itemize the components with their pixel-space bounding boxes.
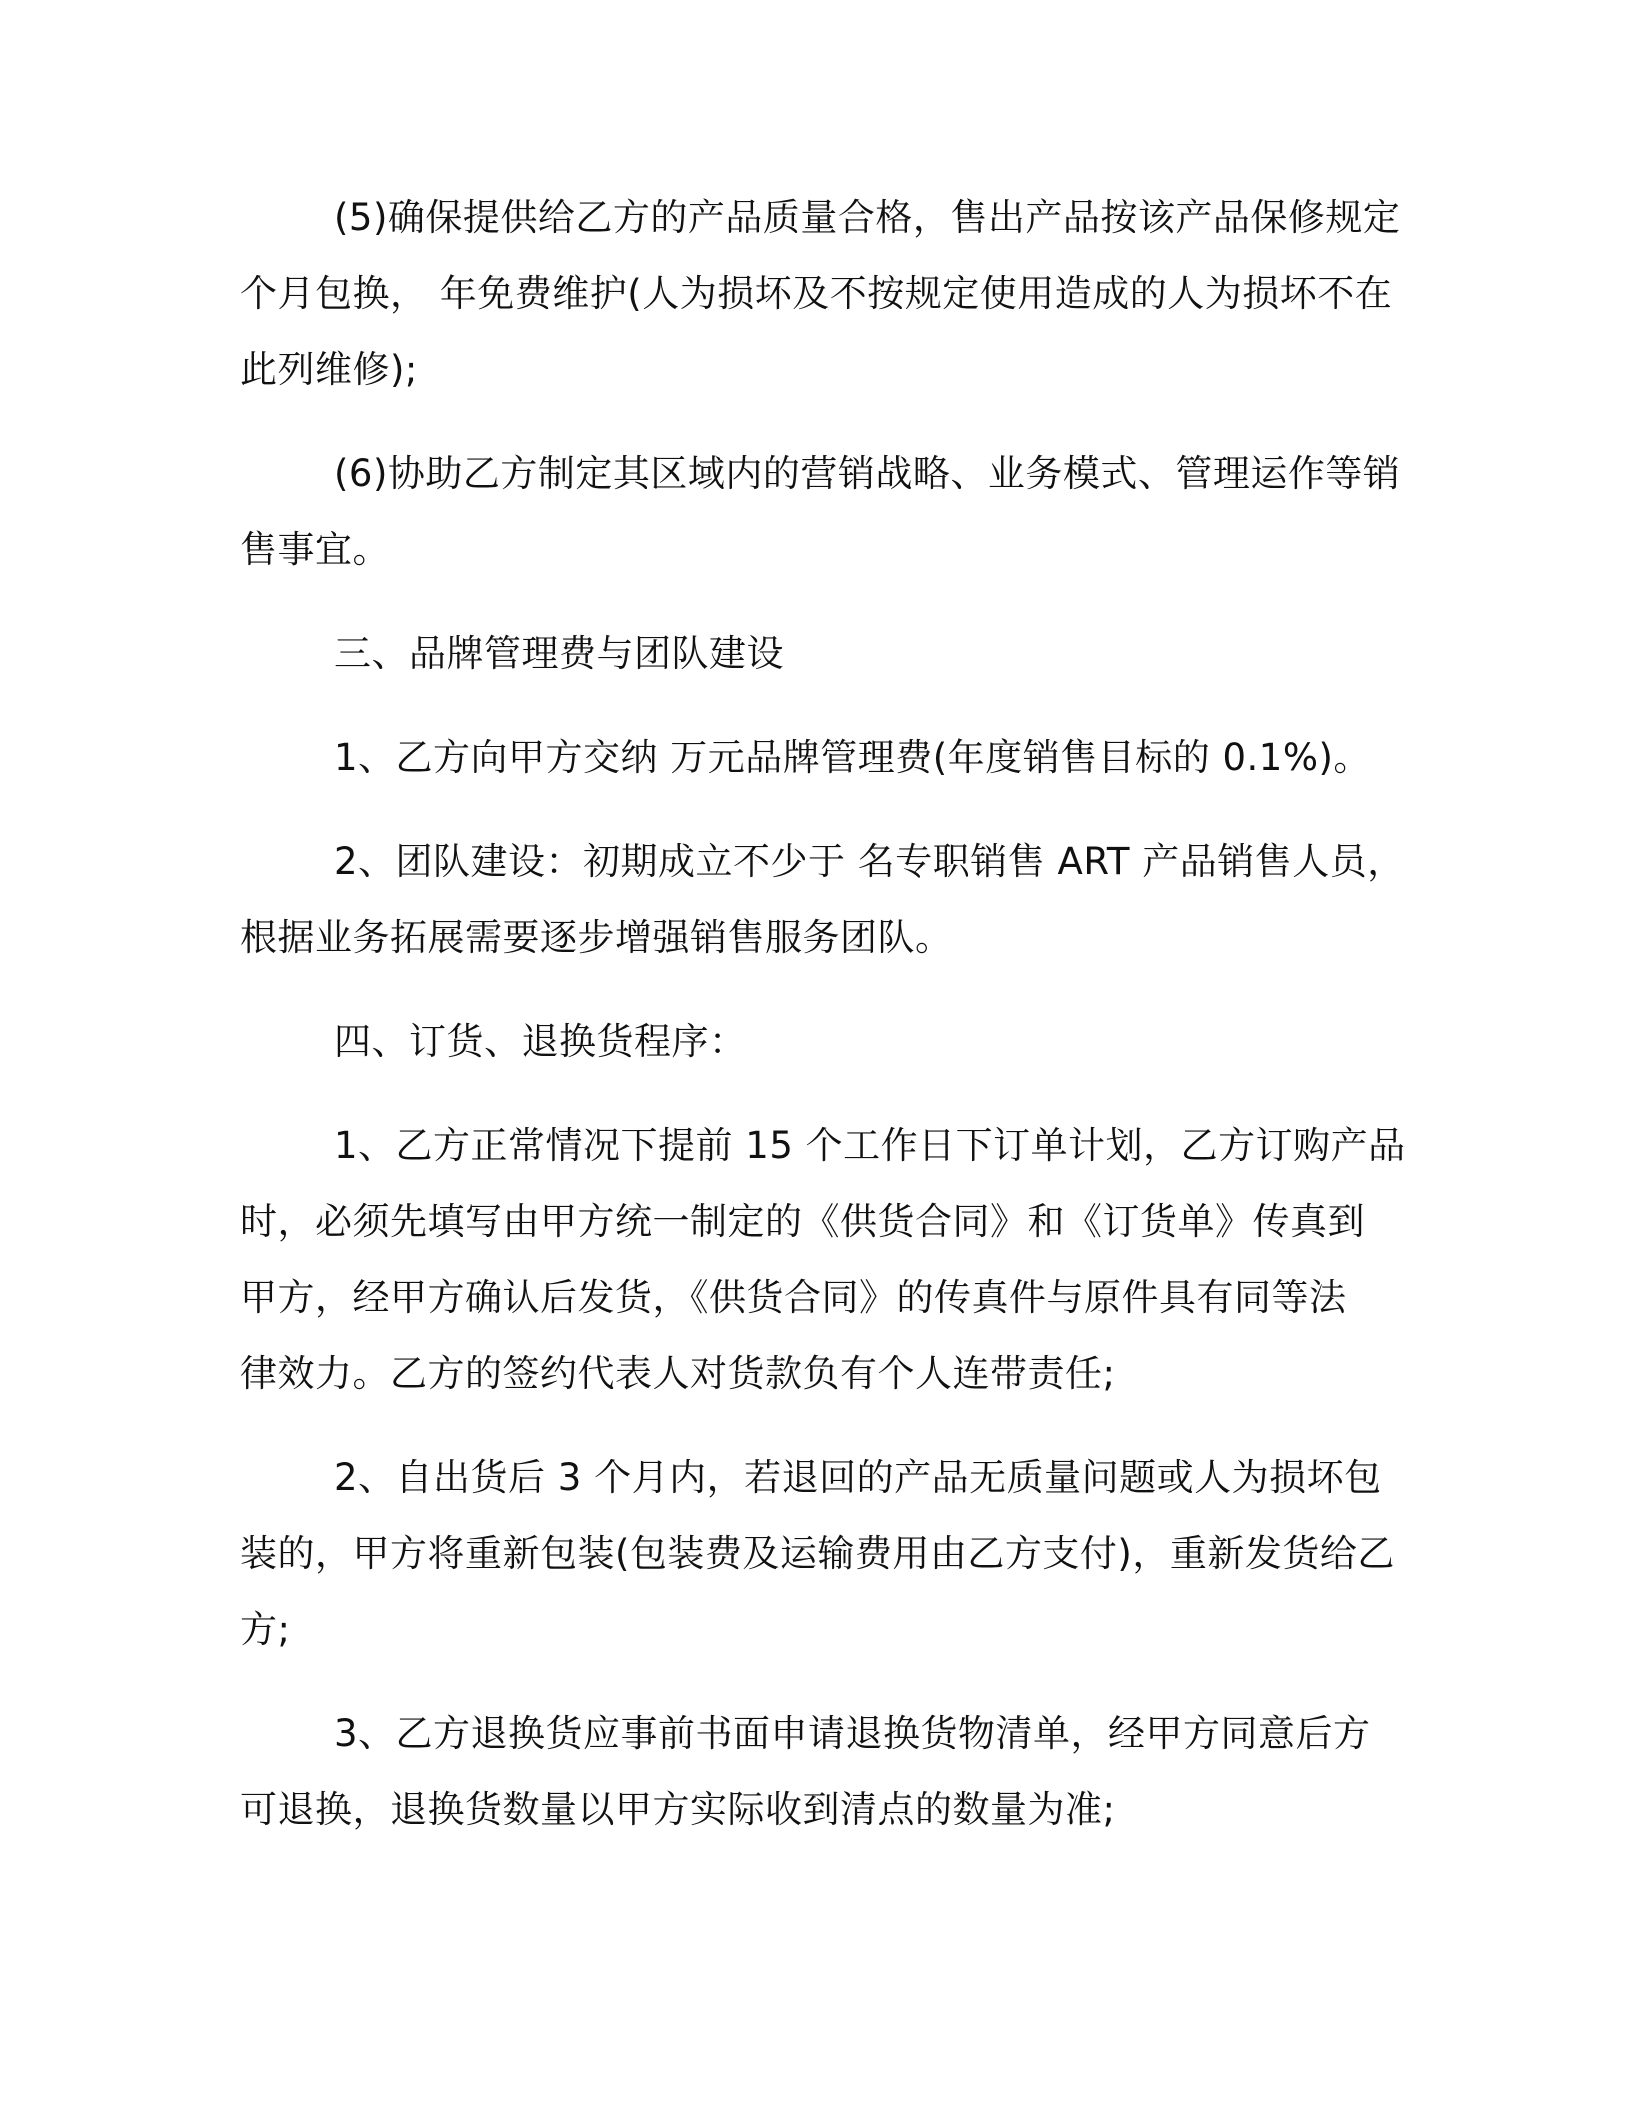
document-body [240,180,1406,1876]
text-line: 装的，甲方将重新包装(包装费及运输费用由乙方支付)，重新发货给乙 [240,1532,1395,1575]
text-line: 个月包换， 年免费维护(人为损坏及不按规定使用造成的人为损坏不在 [240,272,1393,315]
text-line: 方; [240,1608,291,1651]
text-line: 3、乙方退换货应事前书面申请退换货物清单，经甲方同意后方 [334,1712,1371,1755]
text-line: 四、订货、退换货程序： [334,1020,747,1063]
paragraph-brand-fee [240,720,1390,796]
paragraph-warranty [240,180,1401,408]
text-line: 可退换，退换货数量以甲方实际收到清点的数量为准; [240,1788,1116,1831]
text-line: 1、乙方向甲方交纳 万元品牌管理费(年度销售目标的 0.1%)。 [334,736,1371,779]
text-line: 售事宜。 [240,528,390,571]
text-line: 1、乙方正常情况下提前 15 个工作日下订单计划，乙方订购产品 [334,1124,1406,1167]
paragraph-exchange-request [240,1696,1390,1848]
section-heading-brand-fee [240,616,1390,692]
paragraph-order-procedure [240,1108,1406,1412]
text-line: 甲方，经甲方确认后发货，《供货合同》的传真件与原件具有同等法 [240,1276,1347,1319]
text-line: (5)确保提供给乙方的产品质量合格，售出产品按该产品保修规定 [334,196,1401,239]
text-line: 此列维修); [240,348,418,391]
text-line: 2、团队建设：初期成立不少于 名专职销售 ART 产品销售人员， [334,840,1405,883]
text-line: 律效力。乙方的签约代表人对货款负有个人连带责任; [240,1352,1116,1395]
section-heading-ordering [240,1004,1390,1080]
text-line: 三、品牌管理费与团队建设 [334,632,784,675]
text-line: (6)协助乙方制定其区域内的营销战略、业务模式、管理运作等销 [334,452,1401,495]
paragraph-return-policy [240,1440,1395,1668]
paragraph-team-building [240,824,1405,976]
paragraph-marketing-support [240,436,1401,588]
text-line: 2、自出货后 3 个月内，若退回的产品无质量问题或人为损坏包 [334,1456,1382,1499]
text-line: 根据业务拓展需要逐步增强销售服务团队。 [240,916,953,959]
text-line: 时，必须先填写由甲方统一制定的《供货合同》和《订货单》传真到 [240,1200,1365,1243]
